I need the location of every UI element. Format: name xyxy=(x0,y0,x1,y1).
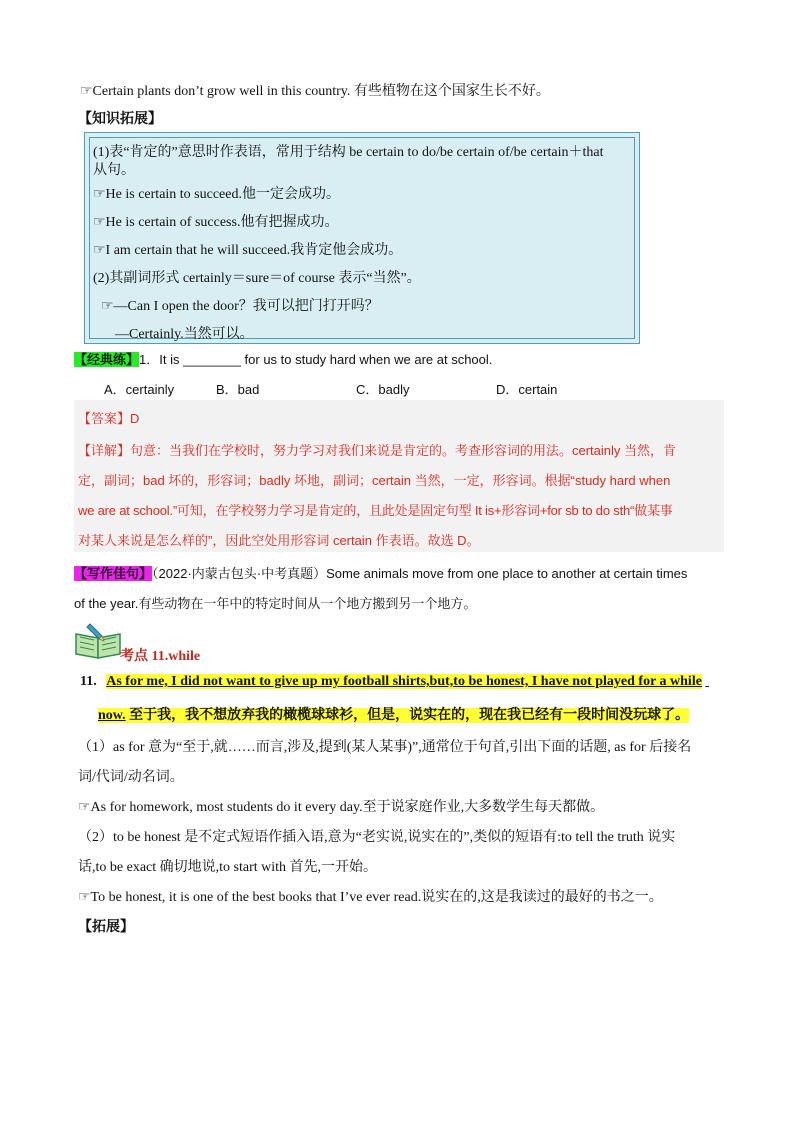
option-c: C．badly xyxy=(356,382,410,397)
explanation-line: 【详解】句意：当我们在学校时，努力学习对我们来说是肯定的。考查形容词的用法。certainly 当然，肯 xyxy=(78,443,677,458)
option-a: A．certainly xyxy=(104,382,175,397)
note-example: ☞As for homework, most students do it every day.至于说家庭作业,大多数学生每天都做。 xyxy=(78,800,605,815)
explanation-line: we are at school.”可知，在学校努力学习是肯定的，且此处是固定句型 It is+形容词+for sb to do sth“做某事 xyxy=(78,503,673,518)
writing-sentence-2: of the year.有些动物在一年中的特定时间从一个地方搬到另一个地方。 xyxy=(74,596,477,611)
note-to-be-honest: （2）to be honest 是不定式短语作插入语,意为“老实说,说实在的”,类似的短语有:to tell the truth 说实 xyxy=(78,830,676,845)
example-chinese: 至于我，我不想放弃我的橄榄球球衫，但是，说实在的，现在我已经有一段时间没玩球了。 xyxy=(125,708,690,723)
example-line-1 xyxy=(80,674,709,690)
explanation-line: 对某人来说是怎么样的”，因此空处用形容词 certain 作表语。故选 D。 xyxy=(78,533,480,548)
option-d: D．certain xyxy=(496,382,558,397)
example-sentence-certain: ☞Certain plants don’t grow well in this country. 有些植物在这个国家生长不好。 xyxy=(80,84,550,99)
knowledge-line: ☞He is certain of success.他有把握成功。 xyxy=(93,215,339,230)
knowledge-line: ☞He is certain to succeed.他一定会成功。 xyxy=(93,187,340,202)
knowledge-line: (1)表“肯定的”意思时作表语，常用于结构 be certain to do/be certain of/be certain＋that xyxy=(93,145,604,160)
writing-sentence: （2022·内蒙古包头·中考真题）Some animals move from one place to another at certain times xyxy=(152,566,688,581)
section-title: 考点 11.while xyxy=(120,649,201,664)
explanation-line: 定，副词；bad 坏的，形容词；badly 坏地，副词；certain 当然，一定，形容词。根据“study hard when xyxy=(78,473,671,488)
knowledge-box xyxy=(84,132,640,344)
knowledge-line: —Certainly.当然可以。 xyxy=(115,327,254,342)
answer-box xyxy=(74,400,724,552)
answer-line: 【答案】D xyxy=(78,411,140,426)
exercise-question-row xyxy=(74,349,492,368)
example-english-end: now. xyxy=(98,708,126,723)
writing-tag: 【写作佳句】 xyxy=(74,566,153,581)
knowledge-line: (2)其副词形式 certainly＝sure＝of course 表示“当然”。 xyxy=(93,271,421,286)
example-line-2 xyxy=(98,704,689,724)
exercise-tag: 【经典练】 xyxy=(74,352,140,367)
knowledge-line: ☞—Can I open the door？我可以把门打开吗？ xyxy=(101,299,379,314)
example-number: 11. xyxy=(80,674,97,689)
note-as-for: （1）as for 意为“至于,就……而言,涉及,提到(某人某事)”,通常位于句首,引出下面的话题, as for 后接名 xyxy=(78,740,692,755)
knowledge-heading: 【知识拓展】 xyxy=(78,112,162,127)
book-pencil-icon xyxy=(74,620,122,660)
extend-heading: 【拓展】 xyxy=(78,920,134,935)
knowledge-line: 从句。 xyxy=(93,163,135,178)
knowledge-line: ☞I am certain that he will succeed.我肯定他会成功。 xyxy=(93,243,403,258)
option-b: B．bad xyxy=(216,382,260,397)
writing-row xyxy=(74,563,687,582)
example-english: As for me, I did not want to give up my football shirts,but,to be honest, I have not played for a while xyxy=(106,674,702,689)
note-to-be-honest-cont: 话,to be exact 确切地说,to start with 首先,一开始。 xyxy=(78,860,378,875)
note-example-2: ☞To be honest, it is one of the best books that I’ve ever read.说实在的,这是我读过的最好的书之一。 xyxy=(78,890,663,905)
exercise-question: 1．It is ________ for us to study hard when we are at school. xyxy=(139,352,493,367)
note-as-for-cont: 词/代词/动名词。 xyxy=(78,770,184,785)
